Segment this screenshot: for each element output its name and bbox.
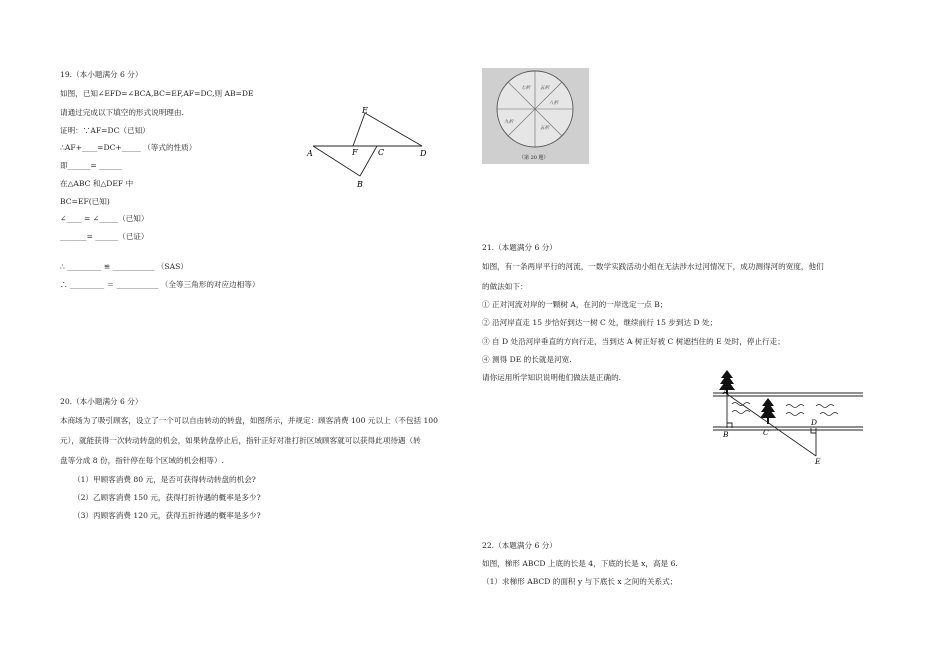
q21-step-1: ① 正对河流对岸的一颗树 A，在河的一岸选定一点 B； <box>482 300 668 309</box>
q19-line-angle: ∠____ = ∠_____（已知） <box>60 214 149 223</box>
q21-river-figure <box>708 368 868 468</box>
q19-label-a: A <box>307 149 313 158</box>
q21-tree-c-icon <box>760 398 776 424</box>
q20-body-1: 本商场为了吸引顾客，设立了一个可以自由转动的转盘，如图所示，并规定：顾客消费 100 元以上（不包括 100 <box>60 416 438 425</box>
q21-step-3: ③ 自 D 处沿河岸垂直的方向行走，当到达 A 树正好被 C 树遮挡住的 E 处时，停止行走； <box>482 337 785 346</box>
q20-item-2: （2）乙顾客消费 150 元，获得打折待遇的概率是多少? <box>73 493 261 502</box>
q22-item-1: （1）求梯形 ABCD 的面积 y 与下底长 x 之间的关系式； <box>482 577 678 586</box>
q20-item-3: （3）丙顾客消费 120 元，获得五折待遇的概率是多少? <box>73 511 261 520</box>
q19-label-d: D <box>420 149 427 158</box>
q21-ask: 请你运用所学知识说明他们做法是正确的. <box>482 373 622 382</box>
q20-body-3: 盘等分成 8 份，指针停在每个区域的机会相等）. <box>60 456 224 465</box>
q20-item-1: （1）甲顾客消费 80 元，是否可获得转动转盘的机会? <box>73 475 256 484</box>
q20-header: 20.（本小题满分 6 分） <box>60 397 143 406</box>
q19-line-ji: 即______= ______ <box>60 161 122 170</box>
q21-label-a: A <box>723 387 729 396</box>
q19-triangle-figure <box>300 104 440 190</box>
q22-header: 22.（本题满分 6 分） <box>482 541 557 550</box>
q20-spinner-label-2: 五折 <box>540 86 550 91</box>
q21-label-c: C <box>763 428 769 437</box>
q21-label-e: E <box>815 457 821 466</box>
q20-spinner-photo <box>482 68 589 164</box>
q19-line-in: 在△ABC 和△DEF 中 <box>60 179 134 188</box>
q20-body-2: 元），就能获得一次转动转盘的机会，如果转盘停止后，指针正好对准打折区域顾客就可以获得此项待遇（转 <box>60 436 421 445</box>
q19-line-congruence: ∴ _________ ≌ ___________ （SAS） <box>60 262 188 271</box>
q21-label-d: D <box>811 418 818 427</box>
q22-body: 如图，梯形 ABCD 上底的长是 4，下底的长是 x，高是 6. <box>482 559 678 568</box>
q21-step-4: ④ 测得 DE 的长就是河宽. <box>482 355 572 364</box>
q21-header: 21.（本题满分 6 分） <box>482 243 557 252</box>
q20-figure-caption: （第 20 题） <box>519 155 549 161</box>
q21-step-2: ② 沿河岸直走 15 步恰好到达一树 C 处，继续前行 15 步到达 D 处； <box>482 318 718 327</box>
q20-spinner-label-5: 五折 <box>540 126 550 131</box>
q19-label-f: F <box>352 148 358 157</box>
q19-label-b: B <box>357 180 363 189</box>
q21-label-b: B <box>723 430 729 439</box>
q20-spinner-label-1: 七折 <box>521 86 531 91</box>
q20-spinner-label-3: 八折 <box>549 101 559 106</box>
q19-proof-start: 证明：∵AF=DC（已知） <box>60 126 150 135</box>
q20-spinner-figure <box>482 68 589 164</box>
q19-line-conclusion: ∴ _________ ＝ ___________ （全等三角形的对应边相等） <box>60 280 260 289</box>
q19-instruction: 请通过完成以下填空的形式说明理由. <box>60 108 184 117</box>
q21-body-2: 的做法如下： <box>482 282 528 291</box>
q19-line-af: ∴AF+____=DC+_____ （等式的性质） <box>60 143 197 152</box>
q20-spinner-label-4: 九折 <box>504 120 514 125</box>
q21-body-1: 如图，有一条两岸平行的河流，一数学实践活动小组在无法涉水过河情况下，成功测得河的宽度，他们 <box>482 262 824 271</box>
q19-given: 如图，已知∠EFD=∠BCA,BC=EF,AF=DC,则 AB=DE <box>60 89 254 98</box>
q19-line-bc: BC=EF(已知) <box>60 197 110 206</box>
q19-label-e: E <box>362 106 368 115</box>
q19-label-c: C <box>378 148 385 157</box>
q19-header: 19.（本小题满分 6 分） <box>60 70 143 79</box>
q19-line-eq: _______= ______（已证） <box>60 232 149 241</box>
